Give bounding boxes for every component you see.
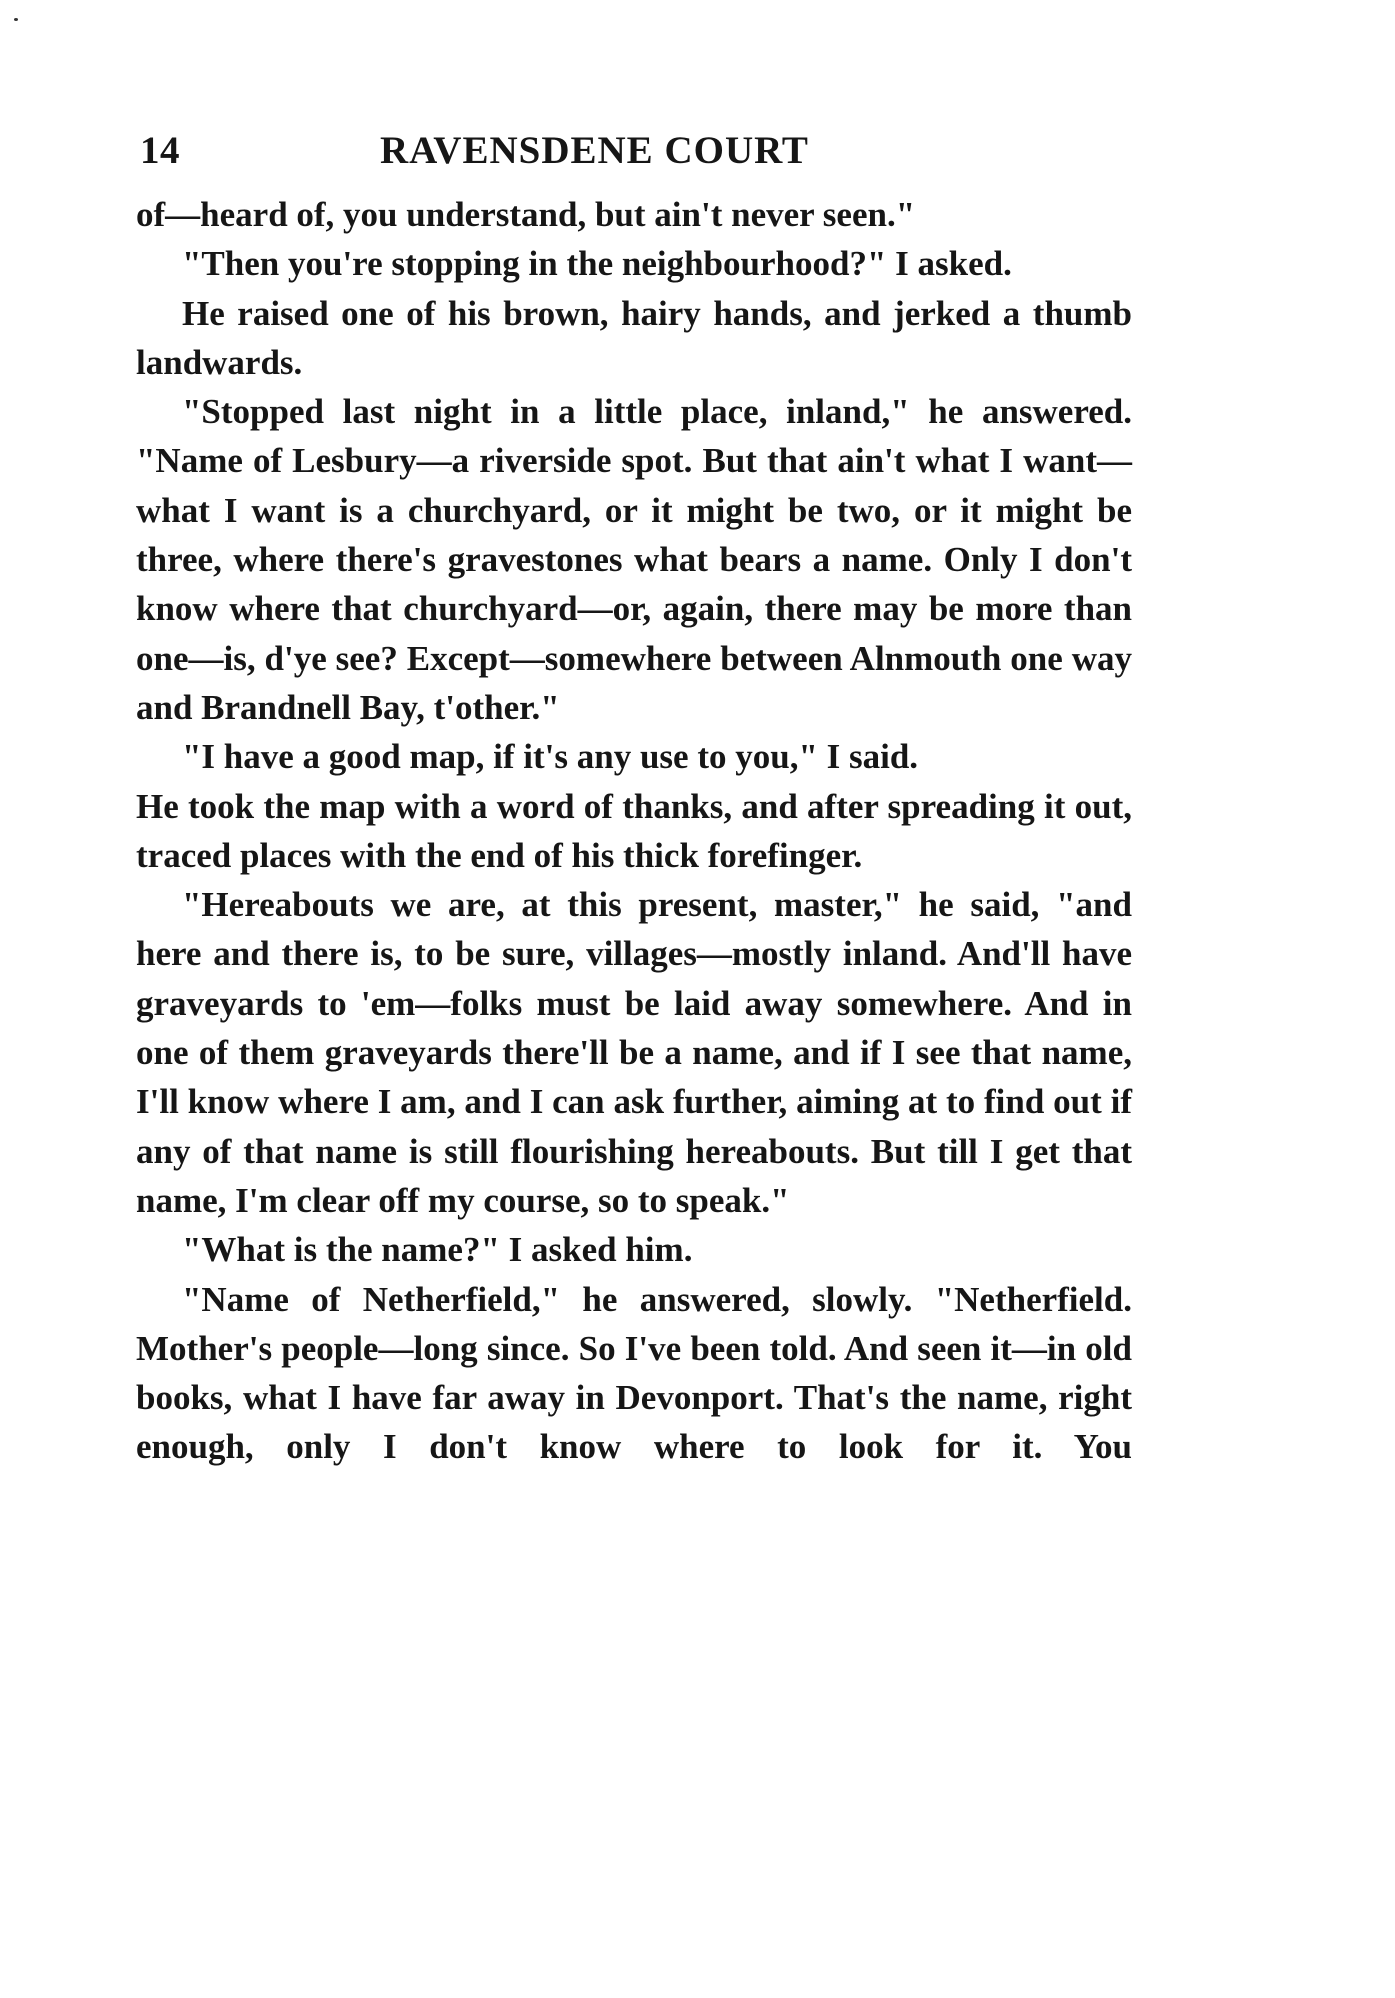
page-header <box>140 128 1135 178</box>
running-head: RAVENSDENE COURT <box>380 129 809 172</box>
paragraph: of—heard of, you understand, but ain't never seen." <box>136 195 916 234</box>
paragraph: "Then you're stopping in the neighbourhood?" I asked. <box>182 244 1012 284</box>
paragraph: He took the map with a word of thanks, and after spreading it out, traced places with the end of his thick forefinger. <box>136 786 1132 875</box>
paragraph: "Stopped last night in a little place, inland," he answered. "Name of Lesbury—a riverside spot. But that ain't what I want—what I want is a churchyard, or it might be two, or it might be three, where there's gravestones what bears a name. Only I don't know where that churchyard—or, again, there may be more than one—is, d'ye see? Except—somewhere between Alnmouth one way and Brandnell Bay, t'other." <box>136 392 1132 727</box>
ink-speck <box>14 18 18 21</box>
page-number: 14 <box>140 129 180 172</box>
paragraph: "What is the name?" I asked him. <box>182 1230 693 1270</box>
paragraph: "I have a good map, if it's any use to you," I said. <box>182 737 919 777</box>
paragraph: "Hereabouts we are, at this present, master," he said, "and here and there is, to be sure, villages—mostly inland. And'll have graveyards to 'em—folks must be laid away somewhere. And in one of them graveyards there'll be a name, and if I see that name, I'll know where I am, and I can ask further, aiming at to find out if any of that name is still flourishing hereabouts. But till I get that name, I'm clear off my course, so to speak." <box>136 885 1132 1220</box>
body-text <box>136 190 1132 1472</box>
paragraph: He raised one of his brown, hairy hands, and jerked a thumb landwards. <box>136 293 1132 382</box>
paragraph: "Name of Netherfield," he answered, slowly. "Netherfield. Mother's people—long since. So I've been told. And seen it—in old books, what I have far away in Devonport. That's the name, right enough, only I don't know where to look for it. You <box>136 1279 1132 1467</box>
